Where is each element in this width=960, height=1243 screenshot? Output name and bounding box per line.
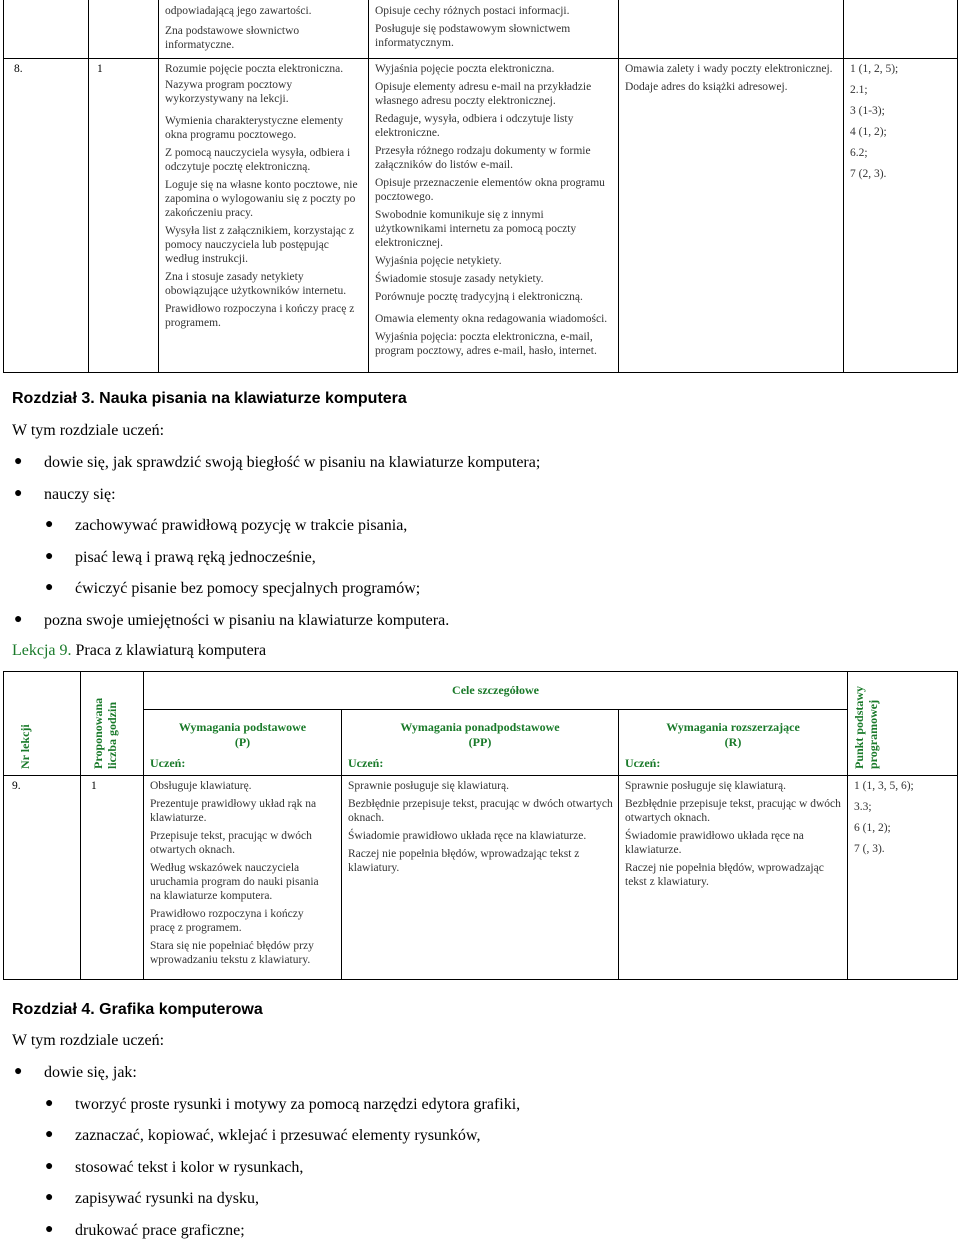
chapter-3-intro: W tym rozdziale uczeń: — [12, 422, 165, 439]
curriculum-point: 6 (1, 2); — [854, 822, 891, 834]
list-item-text: stosować tekst i kolor w rysunkach, — [75, 1159, 304, 1176]
cell-ext-prev — [619, 0, 844, 59]
curriculum-point: 6.2; — [850, 147, 868, 159]
chapter-3-heading — [12, 390, 407, 408]
list-item — [14, 1064, 137, 1082]
requirement: Prawidłowo rozpoczyna i kończy pracę z programem. — [165, 303, 355, 329]
list-item-text: tworzyć proste rysunki i motywy za pomocą narzędzi edytora grafiki, — [75, 1096, 521, 1113]
requirement: Sprawnie posługuje się klawiaturą. — [348, 780, 509, 792]
header-student-basic — [144, 752, 342, 776]
lesson-title: Praca z klawiaturą komputera — [75, 642, 267, 659]
header-basic — [144, 710, 342, 752]
cell-points-9 — [848, 776, 958, 980]
curriculum-point: 2.1; — [850, 84, 868, 96]
requirement: Świadomie prawidłowo układa ręce na klawiaturze. — [348, 830, 587, 842]
list-item-text: ćwiczyć pisanie bez pomocy specjalnych programów; — [75, 580, 421, 597]
bullet-icon: ● — [45, 549, 54, 564]
bullet-icon: ● — [14, 1064, 23, 1079]
header-above-code: (PP) — [468, 734, 492, 749]
header-student-ext — [619, 752, 848, 776]
student-label: Uczeń: — [150, 755, 186, 770]
cell-nr-prev — [4, 0, 89, 59]
requirement: Przesyła różnego rodzaju dokumenty w formie załączników do listów e-mail. — [375, 145, 591, 171]
sub-list-item — [45, 1159, 304, 1177]
list-item-text: zaznaczać, kopiować, wklejać i przesuwać elementy rysunków, — [75, 1127, 481, 1144]
list-item — [14, 486, 116, 504]
requirement: Porównuje pocztę tradycyjną i elektroniczną. — [375, 291, 583, 303]
curriculum-point: 3.3; — [854, 801, 872, 813]
requirement: Dodaje adres do książki adresowej. — [625, 81, 788, 93]
requirement: Wymienia charakterystyczne elementy okna programu pocztowego. — [165, 115, 344, 141]
header-hours — [81, 672, 144, 776]
requirement: Bezbłędnie przepisuje tekst, pracując w dwóch otwartych oknach. — [348, 798, 613, 824]
requirement: Zna i stosuje zasady netykiety obowiązujące użytkowników internetu. — [165, 271, 347, 297]
cell-hours-prev — [89, 0, 159, 59]
list-item-text: zapisywać rysunki na dysku, — [75, 1190, 259, 1207]
requirement: Świadomie prawidłowo układa ręce na klawiaturze. — [625, 830, 804, 856]
requirement: Omawia zalety i wady poczty elektronicznej. — [625, 63, 833, 75]
sub-list-item — [45, 549, 316, 567]
requirement: Wyjaśnia pojęcia: poczta elektroniczna, e-mail, program pocztowy, adres e-mail, hasło, internet. — [375, 331, 597, 357]
header-student-above — [342, 752, 619, 776]
sub-list-item — [45, 1190, 259, 1208]
text-line: Posługuje się podstawowym słownictwem informatycznym. — [375, 23, 571, 49]
requirement: Prezentuje prawidłowy układ rąk na klawiaturze. — [150, 798, 317, 824]
header-goals: Cele szczegółowe — [144, 672, 848, 710]
lesson-number: Lekcja 9. — [12, 642, 72, 659]
lesson-number: 8. — [14, 63, 23, 75]
bullet-icon: ● — [14, 486, 23, 501]
chapter-4-title: Grafika komputerowa — [99, 1001, 263, 1018]
bullet-icon: ● — [45, 1190, 54, 1205]
header-nr-label: Nr lekcji — [18, 724, 32, 769]
bullet-icon: ● — [45, 1127, 54, 1142]
sub-list-item — [45, 1222, 245, 1240]
header-ext-label: Wymagania rozszerzające — [666, 719, 800, 734]
sub-list-item — [45, 1096, 521, 1114]
header-points-label: Punkt podstawy programowej — [852, 685, 881, 769]
list-item-text: pozna swoje umiejętności w pisaniu na klawiaturze komputera. — [44, 612, 450, 629]
cell-hours-8 — [89, 59, 159, 373]
requirement: Wysyła list z załącznikiem, korzystając z pomocy nauczyciela lub postępując według instrukcji. — [165, 225, 354, 265]
sub-list-item — [45, 517, 408, 535]
requirement: Opisuje elementy adresu e-mail na przykładzie własnego adresu poczty elektronicznej. — [375, 81, 592, 107]
requirement: Z pomocą nauczyciela wysyła, odbiera i odczytuje pocztę elektroniczną. — [165, 147, 351, 173]
cell-nr-8 — [4, 59, 89, 373]
requirement: Swobodnie komunikuje się z innymi użytkownikami internetu za pomocą poczty elektronicznej. — [375, 209, 577, 249]
requirement: Rozumie pojęcie poczta elektroniczna. — [165, 63, 344, 75]
requirement: Według wskazówek nauczyciela uruchamia program do nauki pisania na klawiaturze komputera. — [150, 862, 319, 902]
bullet-icon: ● — [45, 580, 54, 595]
student-label: Uczeń: — [348, 755, 384, 770]
list-item-text: nauczy się: — [44, 486, 116, 503]
list-item — [14, 454, 541, 472]
chapter-4-intro: W tym rozdziale uczeń: — [12, 1032, 165, 1049]
sub-list-item — [45, 580, 421, 598]
requirements-table-2 — [3, 671, 958, 980]
header-basic-label: Wymagania podstawowe — [178, 719, 307, 734]
requirement: Przepisuje tekst, pracując w dwóch otwartych oknach. — [150, 830, 312, 856]
requirement: Nazywa program pocztowy wykorzystywany na lekcji. — [165, 79, 293, 105]
cell-ext-8 — [619, 59, 844, 373]
cell-basic-8 — [159, 59, 369, 373]
bullet-icon: ● — [14, 612, 23, 627]
bullet-icon: ● — [45, 1096, 54, 1111]
requirement: Raczej nie popełnia błędów, wprowadzając tekst z klawiatury. — [625, 862, 824, 888]
list-item — [14, 612, 450, 630]
cell-basic-9 — [144, 776, 342, 980]
requirement: Loguje się na własne konto pocztowe, nie zapomina o wylogowaniu się z poczty po zakończeniu pracy. — [165, 179, 358, 219]
cell-points-prev — [844, 0, 958, 59]
header-ext-code: (R) — [724, 734, 742, 749]
curriculum-point: 1 (1, 2, 5); — [850, 63, 899, 75]
list-item-text: zachowywać prawidłową pozycję w trakcie pisania, — [75, 517, 408, 534]
requirement: Stara się nie popełniać błędów przy wprowadzaniu tekstu z klawiatury. — [150, 940, 314, 966]
chapter-4-heading — [12, 1001, 263, 1019]
cell-hours-9 — [81, 776, 144, 980]
curriculum-point: 3 (1-3); — [850, 105, 885, 117]
requirement: Omawia elementy okna redagowania wiadomości. — [375, 313, 608, 325]
chapter-3-title: Nauka pisania na klawiaturze komputera — [99, 390, 407, 407]
requirement: Wyjaśnia pojęcie netykiety. — [375, 255, 502, 267]
cell-above-9 — [342, 776, 619, 980]
curriculum-point: 7 (, 3). — [854, 843, 885, 855]
header-basic-code: (P) — [234, 734, 251, 749]
text-line: Opisuje cechy różnych postaci informacji. — [375, 5, 570, 17]
student-label: Uczeń: — [625, 755, 661, 770]
requirement: Prawidłowo rozpoczyna i kończy pracę z programem. — [150, 908, 304, 934]
requirement: Raczej nie popełnia błędów, wprowadzając tekst z klawiatury. — [348, 848, 580, 874]
cell-nr-9 — [4, 776, 81, 980]
requirement: Obsługuje klawiaturę. — [150, 780, 252, 792]
curriculum-point: 1 (1, 3, 5, 6); — [854, 780, 914, 792]
header-hours-label: Proponowana liczba godzin — [91, 697, 119, 769]
requirement: Sprawnie posługuje się klawiaturą. — [625, 780, 786, 792]
text-line: odpowiadającą jego zawartości. — [165, 5, 312, 17]
cell-above-prev — [369, 0, 619, 59]
list-item-text: pisać lewą i prawą ręką jednocześnie, — [75, 549, 316, 566]
chapter-3-number: Rozdział 3. — [12, 390, 95, 407]
requirement: Wyjaśnia pojęcie poczta elektroniczna. — [375, 63, 555, 75]
requirements-table-1 — [3, 0, 958, 373]
header-above-label: Wymagania ponadpodstawowe — [400, 719, 560, 734]
lesson-9-heading — [12, 642, 266, 660]
header-ext — [619, 710, 848, 752]
curriculum-point: 4 (1, 2); — [850, 126, 887, 138]
list-item-text: drukować prace graficzne; — [75, 1222, 245, 1239]
hours-value: 1 — [91, 780, 97, 792]
bullet-icon: ● — [45, 517, 54, 532]
header-points — [848, 672, 958, 776]
bullet-icon: ● — [14, 454, 23, 469]
cell-points-8 — [844, 59, 958, 373]
text-line: Zna podstawowe słownictwo informatyczne. — [165, 25, 300, 51]
hours-value: 1 — [97, 63, 103, 75]
requirement: Świadomie stosuje zasady netykiety. — [375, 273, 544, 285]
chapter-4-number: Rozdział 4. — [12, 1001, 95, 1018]
bullet-icon: ● — [45, 1159, 54, 1174]
requirement: Opisuje przeznaczenie elementów okna programu pocztowego. — [375, 177, 605, 203]
cell-ext-9 — [619, 776, 848, 980]
cell-above-8 — [369, 59, 619, 373]
requirement: Bezbłędnie przepisuje tekst, pracując w dwóch otwartych oknach. — [625, 798, 841, 824]
sub-list-item — [45, 1127, 481, 1145]
header-above — [342, 710, 619, 752]
header-nr — [4, 672, 81, 776]
requirement: Redaguje, wysyła, odbiera i odczytuje listy elektroniczne. — [375, 113, 574, 139]
list-item-text: dowie się, jak sprawdzić swoją biegłość w pisaniu na klawiaturze komputera; — [44, 454, 541, 471]
lesson-number: 9. — [12, 780, 21, 792]
bullet-icon: ● — [45, 1222, 54, 1237]
curriculum-point: 7 (2, 3). — [850, 168, 887, 180]
list-item-text: dowie się, jak: — [44, 1064, 137, 1081]
cell-basic-prev — [159, 0, 369, 59]
